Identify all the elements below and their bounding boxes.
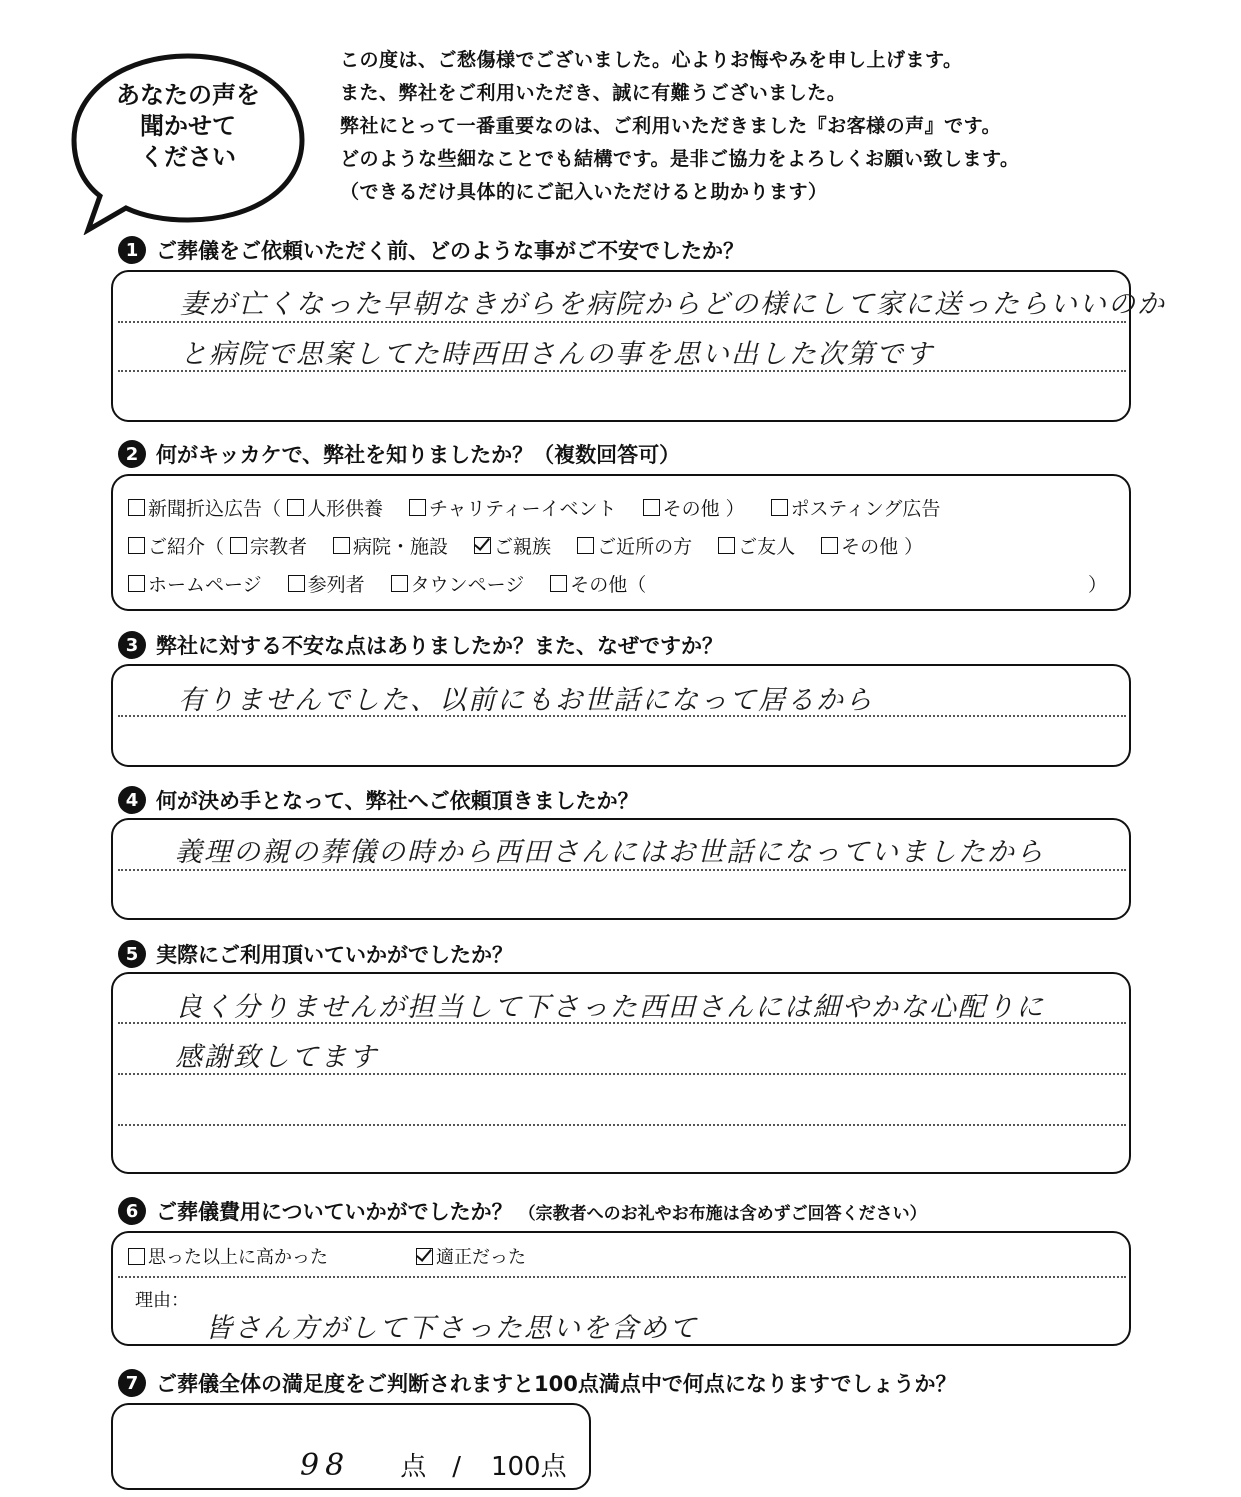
question-6-heading xyxy=(118,1194,927,1228)
option-townpage[interactable]: タウンページ xyxy=(391,570,525,597)
answer-1-line-1: 妻が亡くなった早朝なきがらを病院からどの様にして家に送ったらいいのか xyxy=(180,289,1166,320)
score-value: 98 xyxy=(300,1448,351,1483)
question-4-heading xyxy=(118,783,639,817)
checkbox[interactable] xyxy=(718,537,735,554)
checkbox[interactable] xyxy=(128,575,145,592)
score-line xyxy=(300,1446,567,1483)
option-other-3-close: ） xyxy=(1088,574,1108,596)
checkbox[interactable] xyxy=(550,575,567,592)
question-6-text: ご葬儀費用についていかがでしたか？ xyxy=(156,1200,513,1224)
checkbox[interactable] xyxy=(288,575,305,592)
checkbox-checked[interactable] xyxy=(416,1248,433,1265)
question-5-text: 実際にご利用頂いていかがでしたか？ xyxy=(156,943,513,967)
checkbox[interactable] xyxy=(643,499,660,516)
question-5-heading xyxy=(118,937,513,971)
question-number-badge: 5 xyxy=(118,940,146,968)
question-7-text: ご葬儀全体の満足度をご判断されますと100点満点中で何点になりますでしょうか？ xyxy=(156,1372,957,1396)
intro-line-1: この度は、ご愁傷様でございました。心よりお悔やみを申し上げます。 xyxy=(340,49,963,71)
option-reasonable[interactable]: 適正だった xyxy=(416,1243,526,1269)
option-charity-event[interactable]: チャリティーイベント xyxy=(409,494,617,521)
dotted-line xyxy=(118,1124,1126,1126)
checkbox[interactable] xyxy=(128,499,145,516)
reason-answer: 皆さん方がして下さった思いを含めて xyxy=(205,1313,698,1344)
cost-options xyxy=(128,1243,530,1269)
dotted-line xyxy=(118,321,1126,323)
question-6-note: （宗教者へのお礼やお布施は含めずご回答ください） xyxy=(518,1203,927,1224)
option-doll-memorial[interactable]: 人形供養 xyxy=(287,494,383,521)
option-religious[interactable]: 宗教者 xyxy=(230,532,307,559)
intro-text xyxy=(340,44,1220,209)
option-homepage[interactable]: ホームページ xyxy=(128,570,262,597)
question-number-badge: 2 xyxy=(118,440,146,468)
question-1-heading xyxy=(118,233,744,267)
checkbox[interactable] xyxy=(287,499,304,516)
option-other-3[interactable]: その他（ xyxy=(550,570,646,597)
option-hospital[interactable]: 病院・施設 xyxy=(333,532,448,559)
checkbox[interactable] xyxy=(128,537,145,554)
intro-line-5: （できるだけ具体的にご記入いただけると助かります） xyxy=(340,181,828,203)
bubble-line-3: ください xyxy=(140,143,236,171)
option-too-expensive[interactable]: 思った以上に高かった xyxy=(128,1243,328,1269)
option-referral[interactable]: ご紹介（ xyxy=(128,532,224,559)
question-7-heading xyxy=(118,1366,956,1400)
question-3-heading xyxy=(118,628,723,662)
question-number-badge: 6 xyxy=(118,1197,146,1225)
checkbox-checked[interactable] xyxy=(474,537,491,554)
reason-label: 理由： xyxy=(135,1290,189,1311)
score-unit: 点 xyxy=(400,1452,427,1482)
options-row-2 xyxy=(128,532,927,559)
question-2-heading xyxy=(118,437,680,471)
question-1-text: ご葬儀をご依頼いただく前、どのような事がご不安でしたか？ xyxy=(156,239,744,263)
checkbox[interactable] xyxy=(771,499,788,516)
checkbox[interactable] xyxy=(821,537,838,554)
question-3-text: 弊社に対する不安な点はありましたか？また、なぜですか？ xyxy=(156,634,723,658)
score-slash: / xyxy=(452,1452,461,1482)
answer-5-line-2: 感謝致してます xyxy=(175,1042,378,1073)
intro-line-4: どのような些細なことでも結構です。是非ご協力をよろしくお願い致します。 xyxy=(340,148,1020,170)
checkbox[interactable] xyxy=(391,575,408,592)
answer-4-line-1: 義理の親の葬儀の時から西田さんにはお世話になっていましたから xyxy=(175,837,1045,868)
answer-1-line-2: と病院で思案してた時西田さんの事を思い出した次第です xyxy=(180,339,934,370)
answer-5-line-1: 良く分りませんが担当して下さった西田さんには細やかな心配りに xyxy=(175,992,1045,1023)
question-number-badge: 4 xyxy=(118,786,146,814)
checkbox[interactable] xyxy=(577,537,594,554)
intro-line-3: 弊社にとって一番重要なのは、ご利用いただきました『お客様の声』です。 xyxy=(340,115,1002,137)
score-max: 100点 xyxy=(490,1452,567,1482)
intro-line-2: また、弊社をご利用いただき、誠に有難うございました。 xyxy=(340,82,847,104)
dotted-line xyxy=(118,869,1126,871)
checkbox[interactable] xyxy=(230,537,247,554)
dotted-line xyxy=(118,1276,1126,1278)
bubble-line-2: 聞かせて xyxy=(140,112,236,140)
option-newspaper[interactable]: 新聞折込広告（ xyxy=(128,494,281,521)
option-friends[interactable]: ご友人 xyxy=(718,532,795,559)
options-row-1 xyxy=(128,494,944,521)
question-number-badge: 1 xyxy=(118,236,146,264)
checkbox[interactable] xyxy=(128,1248,145,1265)
answer-3-line-1: 有りませんでした、以前にもお世話になって居るから xyxy=(178,685,874,716)
options-row-3 xyxy=(128,570,650,597)
option-other-2[interactable]: その他 ） xyxy=(821,532,923,559)
option-neighbors[interactable]: ご近所の方 xyxy=(577,532,692,559)
checkbox[interactable] xyxy=(333,537,350,554)
question-number-badge: 3 xyxy=(118,631,146,659)
speech-bubble xyxy=(68,50,308,235)
option-other-1[interactable]: その他 ） xyxy=(643,494,745,521)
question-4-text: 何が決め手となって、弊社へご依頼頂きましたか？ xyxy=(156,789,639,813)
option-attendee[interactable]: 参列者 xyxy=(288,570,365,597)
bubble-line-1: あなたの声を xyxy=(116,81,260,109)
option-relatives[interactable]: ご親族 xyxy=(474,532,551,559)
question-number-badge: 7 xyxy=(118,1369,146,1397)
question-2-text: 何がキッカケで、弊社を知りましたか？（複数回答可） xyxy=(156,443,681,467)
option-posting-ad[interactable]: ポスティング広告 xyxy=(771,494,941,521)
checkbox[interactable] xyxy=(409,499,426,516)
